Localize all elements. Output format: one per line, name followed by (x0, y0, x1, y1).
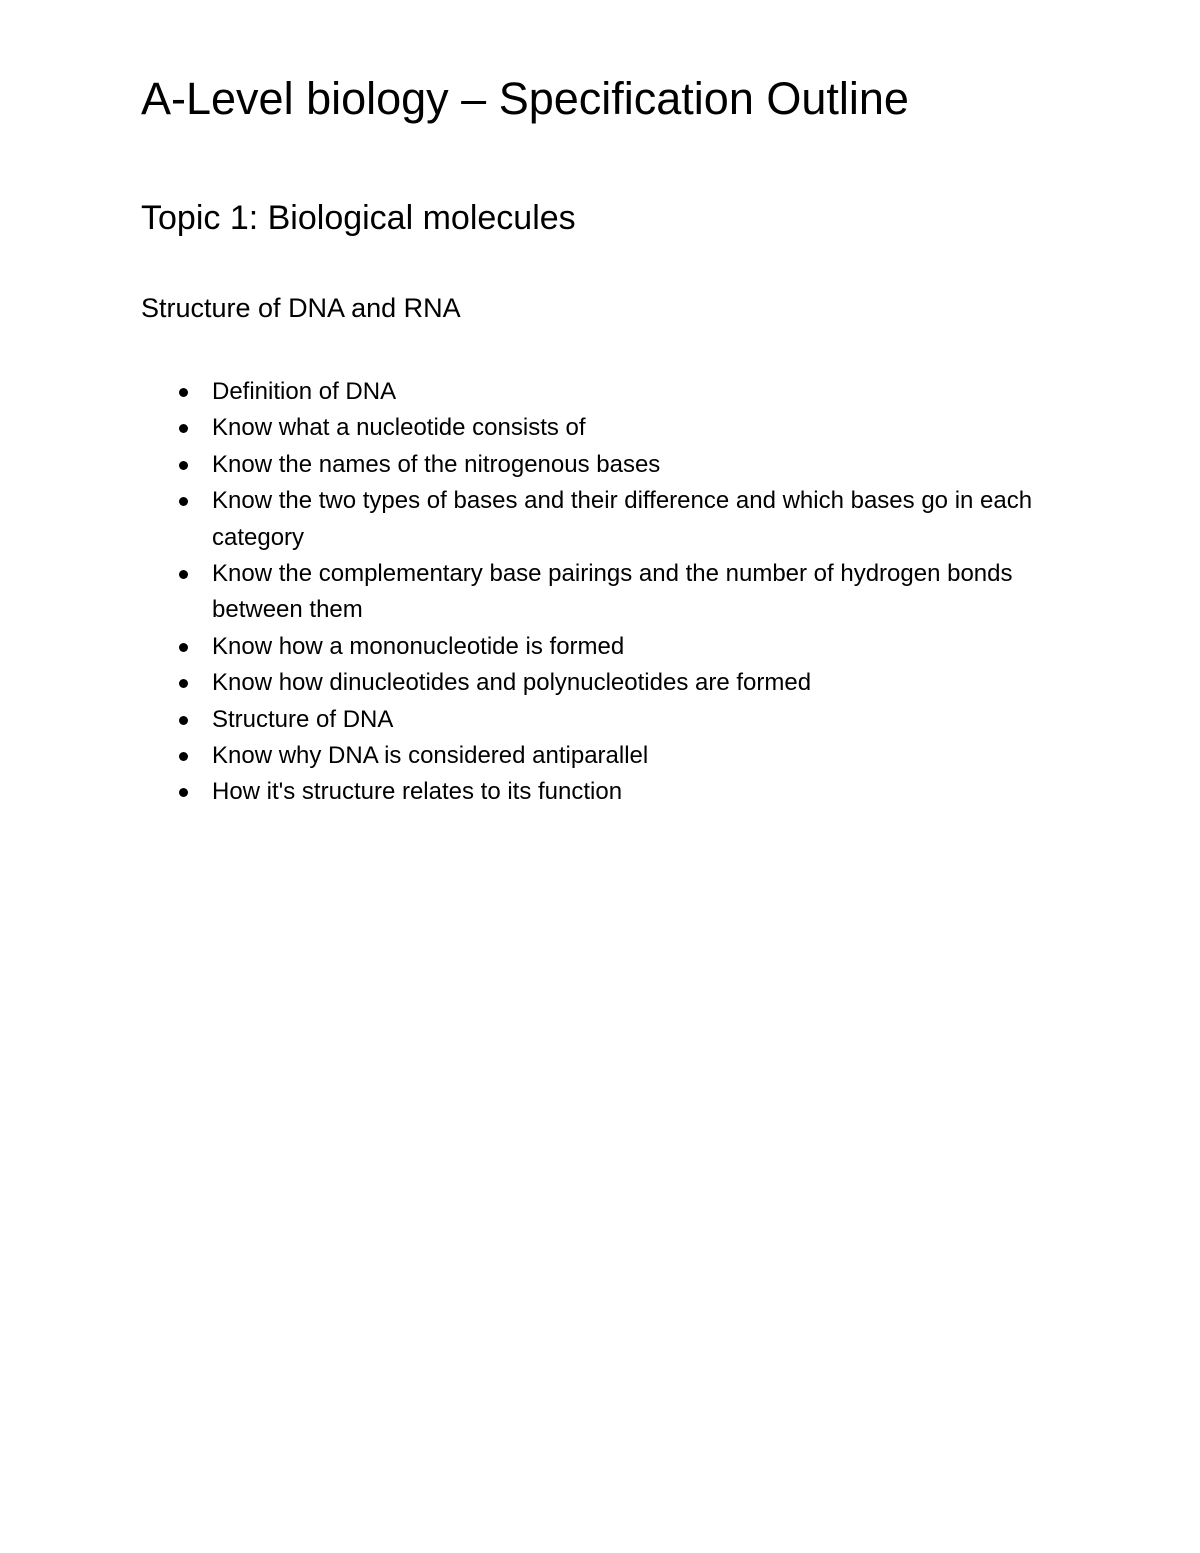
document-title: A-Level biology – Specification Outline (141, 73, 909, 124)
list-item (171, 774, 1071, 810)
bullet-icon (179, 388, 188, 397)
list-item (171, 629, 1071, 665)
list-item-text: Definition of DNA (212, 378, 397, 405)
list-item (171, 665, 1071, 701)
list-item (171, 447, 1071, 483)
list-item-text: Know the two types of bases and their difference and which bases go in each category (212, 487, 1033, 551)
list-item-text: Structure of DNA (212, 705, 394, 733)
list-item-text: How it's structure relates to its function (212, 778, 623, 806)
list-item-text: Know how a mononucleotide is formed (212, 632, 625, 660)
outline-bullet-list (171, 374, 1071, 811)
list-item (171, 702, 1071, 738)
list-item (171, 483, 1071, 556)
bullet-icon (179, 497, 188, 506)
bullet-icon (179, 788, 188, 797)
bullet-icon (179, 716, 188, 725)
bullet-icon (179, 461, 188, 470)
list-item (171, 738, 1071, 774)
list-item-text: Know how dinucleotides and polynucleotides are formed (212, 669, 812, 697)
list-item (171, 556, 1071, 629)
list-item (171, 410, 1071, 446)
bullet-icon (179, 679, 188, 688)
list-item-text: Know the complementary base pairings and the number of hydrogen bonds between them (212, 560, 1013, 624)
section-heading: Structure of DNA and RNA (141, 293, 461, 323)
bullet-icon (179, 752, 188, 761)
list-item-text: Know what a nucleotide consists of (212, 414, 586, 442)
list-item (171, 374, 1071, 410)
bullet-icon (179, 643, 188, 652)
list-item-text: Know why DNA is considered antiparallel (212, 742, 649, 770)
topic-heading: Topic 1: Biological molecules (141, 199, 576, 237)
bullet-icon (179, 570, 188, 579)
bullet-icon (179, 424, 188, 433)
list-item-text: Know the names of the nitrogenous bases (212, 450, 661, 478)
